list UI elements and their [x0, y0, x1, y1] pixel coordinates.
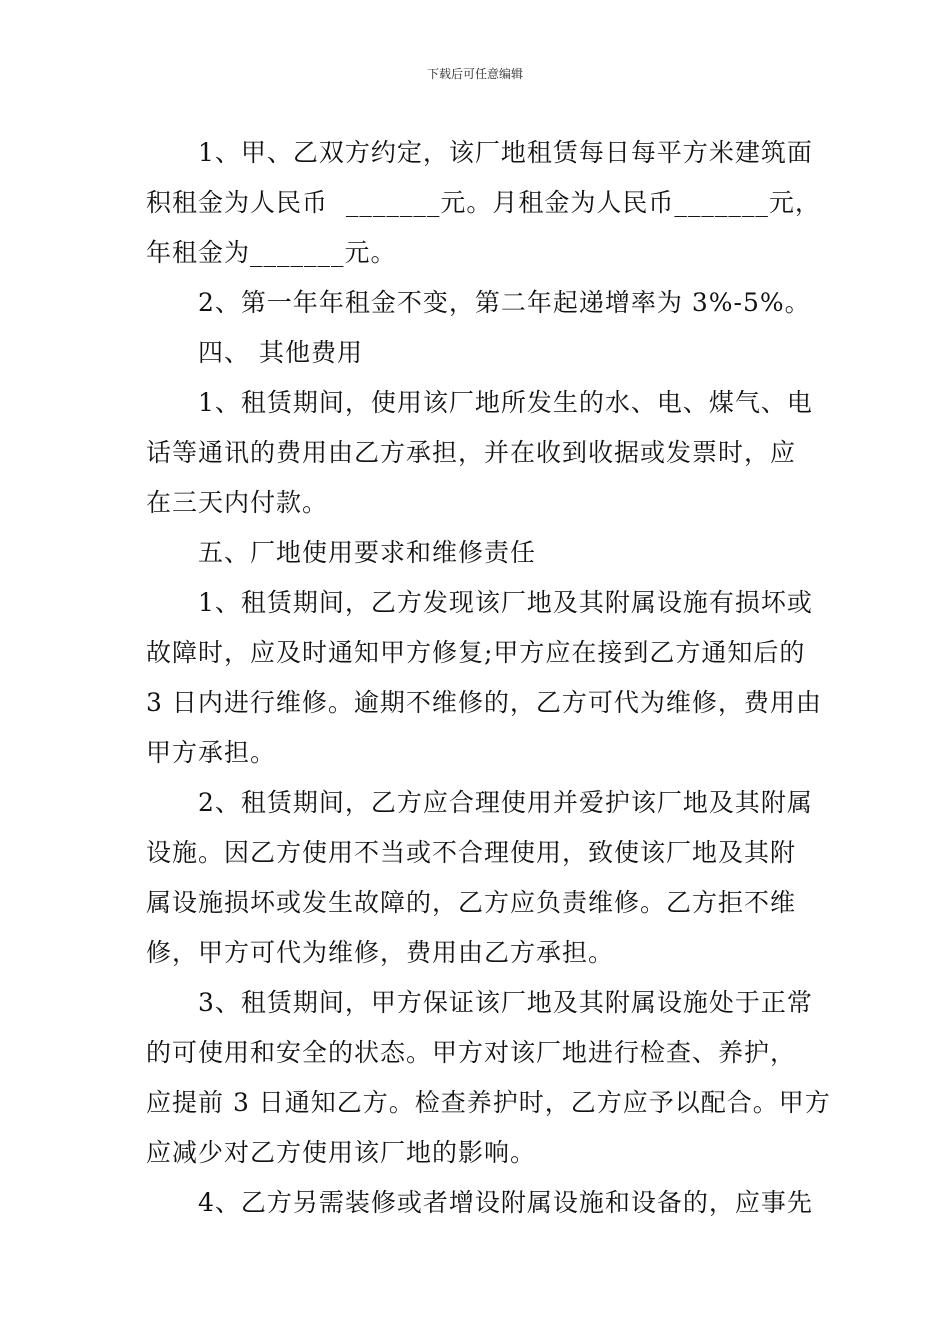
- text-line: 1、租赁期间，乙方发现该厂地及其附属设施有损坏或: [198, 588, 813, 617]
- text-line: 在三天内付款。: [146, 488, 329, 517]
- paragraph-repair-2: [146, 778, 813, 978]
- text-line: 4、乙方另需装修或者增设附属设施和设备的，应事先: [198, 1188, 813, 1217]
- text-line: 年租金为_______元。: [146, 238, 397, 267]
- text-line: 设施。因乙方使用不当或不合理使用，致使该厂地及其附: [146, 838, 797, 867]
- text-line: 甲方承担。: [146, 738, 277, 767]
- text-line: 五、厂地使用要求和维修责任: [198, 538, 537, 567]
- page-header: 下载后可任意编辑: [426, 67, 523, 81]
- paragraph-repair-1: [146, 578, 822, 778]
- text-line: 1、租赁期间，使用该厂地所发生的水、电、煤气、电: [198, 388, 813, 417]
- section-heading-5: [146, 528, 808, 578]
- paragraph-rent-1: [146, 128, 821, 278]
- text-line: 故障时，应及时通知甲方修复;甲方应在接到乙方通知后的: [146, 638, 806, 667]
- paragraph-rent-2: [146, 278, 811, 328]
- text-line: 话等通讯的费用由乙方承担，并在收到收据或发票时，应: [146, 438, 797, 467]
- text-line: 应减少对乙方使用该厂地的影响。: [146, 1138, 537, 1167]
- text-line: 四、 其他费用: [198, 338, 363, 367]
- section-heading-4: [146, 328, 808, 378]
- text-line: 积租金为人民币 _______元。月租金为人民币_______元，: [146, 188, 821, 217]
- text-line: 3 日内进行维修。逾期不维修的，乙方可代为维修，费用由: [146, 688, 822, 717]
- text-line: 1、甲、乙双方约定，该厂地租赁每日每平方米建筑面: [198, 138, 813, 167]
- text-line: 2、租赁期间，乙方应合理使用并爱护该厂地及其附属: [198, 788, 813, 817]
- document-body: [146, 128, 831, 1228]
- text-line: 2、第一年年租金不变，第二年起递增率为 3%-5%。: [198, 288, 811, 317]
- paragraph-repair-3: [146, 978, 831, 1178]
- paragraph-fees-1: [146, 378, 813, 528]
- text-line: 应提前 3 日通知乙方。检查养护时，乙方应予以配合。甲方: [146, 1088, 831, 1117]
- text-line: 3、租赁期间，甲方保证该厂地及其附属设施处于正常: [198, 988, 813, 1017]
- text-line: 的可使用和安全的状态。甲方对该厂地进行检查、养护，: [146, 1038, 797, 1067]
- text-line: 修，甲方可代为维修，费用由乙方承担。: [146, 938, 615, 967]
- text-line: 属设施损坏或发生故障的，乙方应负责维修。乙方拒不维: [146, 888, 797, 917]
- paragraph-repair-4: [146, 1178, 813, 1228]
